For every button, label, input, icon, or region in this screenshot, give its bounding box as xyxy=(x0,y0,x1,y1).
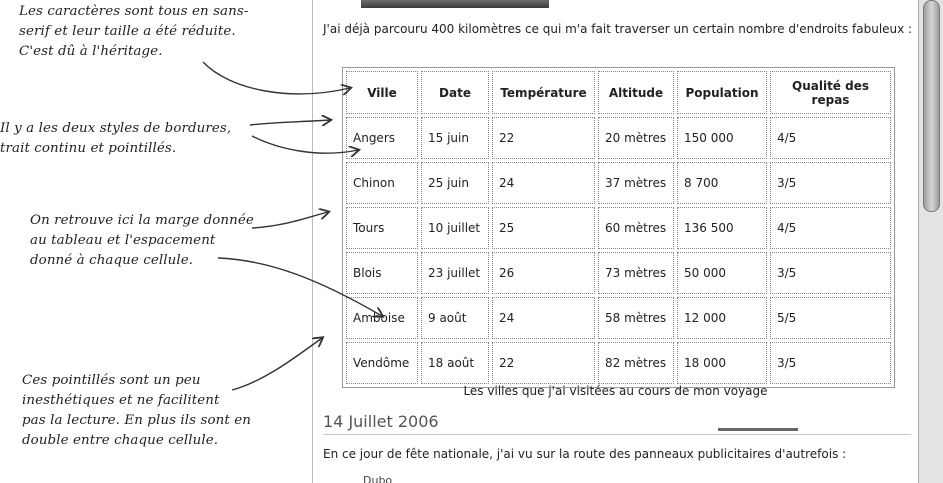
table-row xyxy=(346,297,891,339)
table-row xyxy=(346,207,891,249)
table-cell: 9 août xyxy=(421,297,489,339)
image-fragment xyxy=(718,428,798,431)
table-cell: 3/5 xyxy=(770,342,891,384)
annotation-spacing: On retrouve ici la marge donnée au tableau et l'espacement donné à chaque cellule. xyxy=(30,213,254,268)
cities-table-wrapper xyxy=(342,67,895,388)
annotation-inheritance: Les caractères sont tous en sans- serif et leur taille a été réduite. C'est dû à l'héritage. xyxy=(19,4,249,59)
table-cell: 22 xyxy=(492,342,595,384)
table-cell: 50 000 xyxy=(677,252,767,294)
annotation-margin xyxy=(0,0,312,483)
header-cell: Qualité des repas xyxy=(770,71,891,114)
header-image-fragment xyxy=(361,0,549,8)
table-cell: 15 juin xyxy=(421,117,489,159)
table-cell: 20 mètres xyxy=(598,117,674,159)
table-cell: 4/5 xyxy=(770,117,891,159)
table-cell: 136 500 xyxy=(677,207,767,249)
table-cell: Blois xyxy=(346,252,418,294)
annotation-dotted: Ces pointillés sont un peu inesthétiques et ne facilitent pas la lecture. En plus ils sont en double entre chaque cellule. xyxy=(22,373,251,448)
table-cell: 37 mètres xyxy=(598,162,674,204)
cities-table xyxy=(342,67,895,388)
cut-off-text: Dubo xyxy=(363,474,393,483)
annotation-border-styles: Il y a les deux styles de bordures, trait continu et pointillés. xyxy=(0,121,232,156)
scrollbar-thumb[interactable] xyxy=(923,0,940,212)
vertical-scrollbar[interactable] xyxy=(918,0,943,483)
table-cell: 5/5 xyxy=(770,297,891,339)
table-cell: 23 juillet xyxy=(421,252,489,294)
table-cell: 3/5 xyxy=(770,252,891,294)
table-cell: Amboise xyxy=(346,297,418,339)
table-cell: 26 xyxy=(492,252,595,294)
table-cell: 60 mètres xyxy=(598,207,674,249)
table-cell: 4/5 xyxy=(770,207,891,249)
table-cell: 10 juillet xyxy=(421,207,489,249)
table-cell: 3/5 xyxy=(770,162,891,204)
table-cell: 24 xyxy=(492,297,595,339)
table-cell: Chinon xyxy=(346,162,418,204)
body-paragraph: En ce jour de fête nationale, j'ai vu sur la route des panneaux publicitaires d'autrefois : xyxy=(323,447,847,461)
table-caption: Les villes que j'ai visitées au cours de mon voyage xyxy=(463,384,768,398)
header-cell: Température xyxy=(492,71,595,114)
table-cell: Vendôme xyxy=(346,342,418,384)
table-cell: 25 juin xyxy=(421,162,489,204)
table-cell: 18 août xyxy=(421,342,489,384)
date-heading: 14 Juillet 2006 xyxy=(323,412,911,435)
table-cell: 150 000 xyxy=(677,117,767,159)
table-cell: 18 000 xyxy=(677,342,767,384)
table-cell: 22 xyxy=(492,117,595,159)
table-cell: 25 xyxy=(492,207,595,249)
browser-page xyxy=(312,0,919,483)
table-cell: 58 mètres xyxy=(598,297,674,339)
table-cell: 12 000 xyxy=(677,297,767,339)
table-header-row xyxy=(346,71,891,114)
table-cell: 8 700 xyxy=(677,162,767,204)
table-cell: 24 xyxy=(492,162,595,204)
header-cell: Altitude xyxy=(598,71,674,114)
header-cell: Population xyxy=(677,71,767,114)
table-cell: 73 mètres xyxy=(598,252,674,294)
table-cell: Tours xyxy=(346,207,418,249)
table-row xyxy=(346,162,891,204)
header-cell: Ville xyxy=(346,71,418,114)
table-row xyxy=(346,117,891,159)
table-row xyxy=(346,342,891,384)
table-row xyxy=(346,252,891,294)
table-cell: 82 mètres xyxy=(598,342,674,384)
table-cell: Angers xyxy=(346,117,418,159)
header-cell: Date xyxy=(421,71,489,114)
intro-paragraph: J'ai déjà parcouru 400 kilomètres ce qui m'a fait traverser un certain nombre d'endroits fabuleux : xyxy=(323,22,913,36)
